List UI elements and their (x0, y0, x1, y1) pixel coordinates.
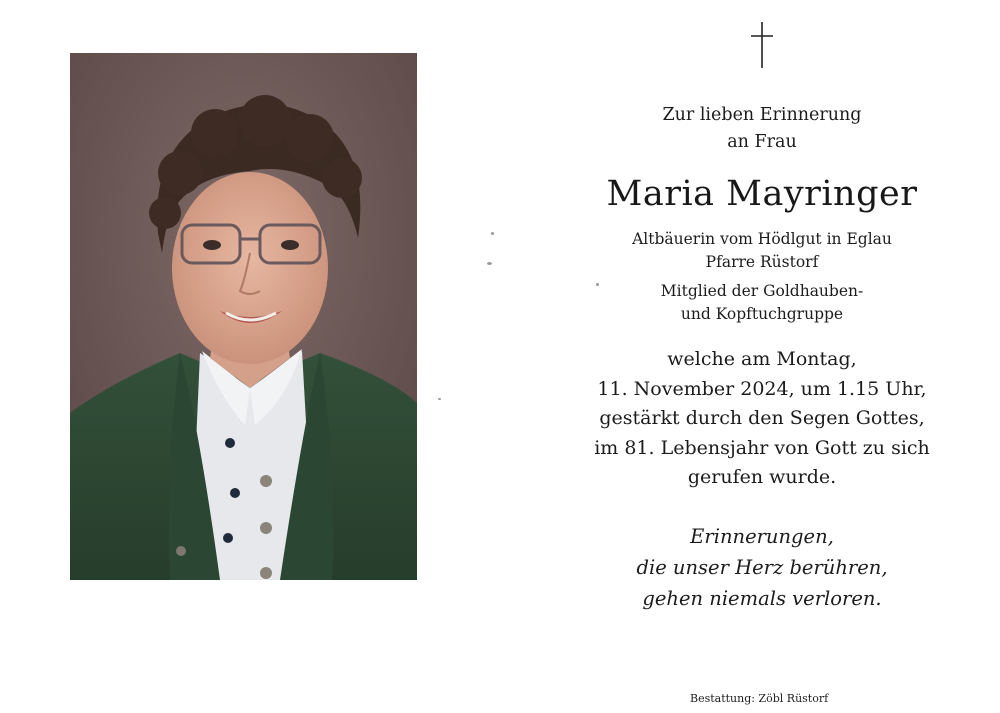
portrait-photo (70, 53, 417, 580)
intro-text (560, 102, 964, 156)
membership-line: Mitglied der Goldhauben- (660, 282, 864, 300)
intro-line: Zur lieben Erinnerung (662, 105, 862, 125)
poem-line: Erinnerungen, (690, 525, 834, 548)
role-line: Pfarre Rüstorf (705, 253, 819, 271)
membership-text (560, 280, 964, 326)
death-line: 11. November 2024, um 1.15 Uhr, (597, 377, 927, 400)
scan-speck (491, 232, 494, 235)
memorial-poem (560, 521, 964, 614)
funeral-home-credit: Bestattung: Zöbl Rüstorf (690, 692, 829, 705)
cross-icon (748, 22, 776, 68)
scan-speck (487, 262, 492, 265)
death-notice (560, 345, 964, 493)
role-text (560, 228, 964, 274)
intro-line: an Frau (727, 132, 797, 152)
membership-line: und Kopftuchgruppe (680, 305, 844, 323)
death-line: gestärkt durch den Segen Gottes, (599, 407, 925, 429)
deceased-name: Maria Mayringer (606, 174, 918, 214)
death-line: gerufen wurde. (687, 466, 837, 488)
role-line: Altbäuerin vom Hödlgut in Eglau (632, 230, 892, 248)
poem-line: die unser Herz berühren, (636, 556, 888, 579)
death-line: im 81. Lebensjahr von Gott zu sich (594, 436, 930, 459)
scan-speck (596, 283, 599, 286)
scan-speck (438, 398, 441, 400)
death-line: welche am Montag, (667, 348, 857, 370)
poem-line: gehen niemals verloren. (642, 587, 882, 610)
